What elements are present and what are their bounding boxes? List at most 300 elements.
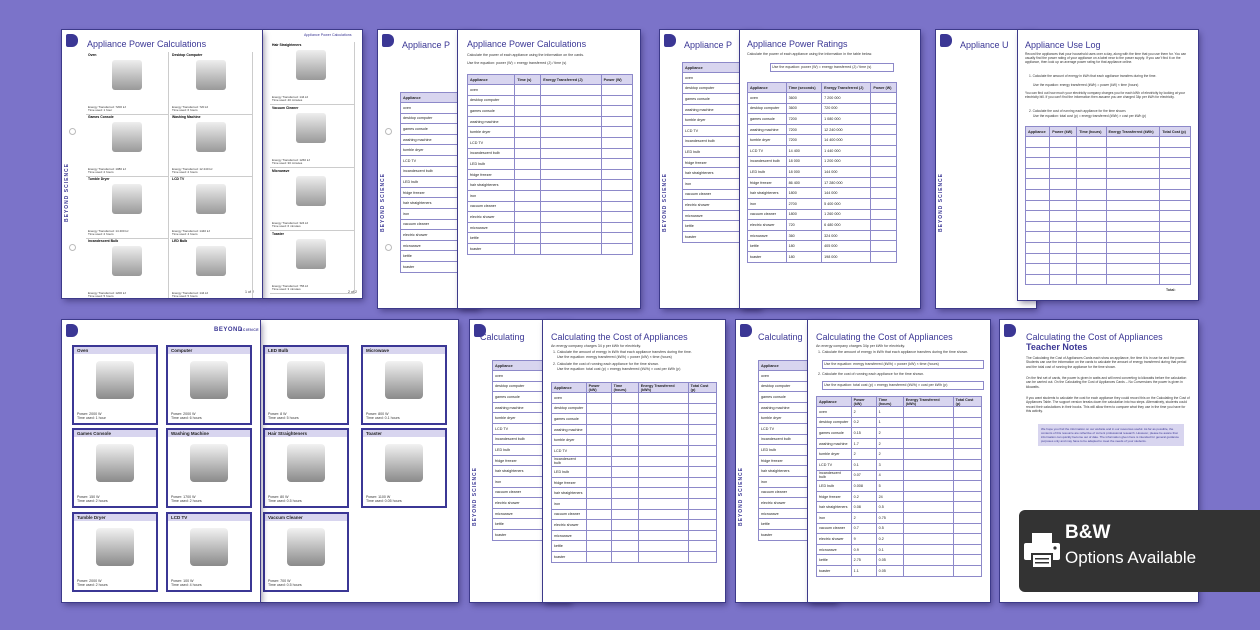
table-row: fridge freezer 86 400 17 280 000 (748, 177, 897, 188)
table-row: iron (468, 190, 633, 201)
sheet-title: Appliance Power Calculations (467, 39, 587, 49)
equation-box: Use the equation: power (W) = energy transferred (J) / time (s) (770, 63, 894, 72)
brand-logo (66, 34, 78, 47)
power-text: Power: 150 W (77, 494, 100, 499)
brand-logo (1004, 324, 1016, 337)
card-values (88, 168, 126, 175)
table-row (1026, 179, 1191, 190)
appliance-image (296, 50, 326, 80)
time-text: Time used: 3 minutes (272, 287, 301, 292)
card-title: Computer (168, 347, 250, 354)
card-title: Games Console (74, 430, 156, 437)
sheet-cost-a (543, 320, 725, 602)
appliance-image (296, 176, 326, 206)
card-values (272, 222, 308, 229)
time-text: Time used: 30 minutes (272, 161, 303, 166)
appliance-image (296, 113, 326, 143)
table-row: fridge freezer 0.2 24 (817, 491, 982, 502)
appliance-image (196, 122, 226, 152)
appliance-image (287, 361, 325, 399)
card-title: Vaccum Cleaner (265, 514, 347, 521)
table-row (1026, 147, 1191, 158)
card-values (172, 230, 210, 237)
sheet-use-log (1018, 30, 1198, 300)
table-row: kettle 180 405 000 (748, 241, 897, 252)
table-row: tumble dryer (468, 127, 633, 138)
appliance-card (166, 512, 252, 592)
table-row: vacuum cleaner (401, 219, 462, 230)
appliance-image (287, 444, 325, 482)
behind-table: Appliance oven desktop computer games console washing machine tumble dryer LCD TV incandescent bulb LED bulb fridge freezer hair straighteners iron vacuum cleaner electric shower microwave kettle toaster (758, 360, 820, 541)
page-number: 2 of 2 (348, 290, 357, 294)
table-row: LCD TV (552, 445, 717, 456)
appliance-image (385, 361, 423, 399)
table-row (1026, 158, 1191, 169)
equation-1: Use the equation: energy transferred (kWh) = power (kW) × time (hours) (557, 355, 672, 359)
step-1: 1. Calculate the amount of energy in kWh that each appliance transfers during the time shown. (818, 350, 969, 354)
time-text: Time used: 5 hours (172, 294, 198, 298)
table-row: desktop computer (552, 403, 717, 414)
table-row: games console (552, 414, 717, 425)
appliance-image (196, 60, 226, 90)
card-title: Vacuum Cleaner (272, 106, 299, 110)
appliance-card (86, 52, 169, 115)
card-values (88, 230, 128, 237)
sheet-power-calc-table (458, 30, 640, 308)
sheet-title: Calculating the Cost of Appliances (551, 332, 688, 342)
appliance-card (263, 428, 349, 508)
table-row: LCD TV 0.1 3 (817, 459, 982, 470)
appliance-image (96, 528, 134, 566)
table-row: incandescent bulb (552, 456, 717, 467)
brand-text: BEYOND SCIENCE (738, 466, 744, 526)
card-values (172, 106, 208, 113)
sheet-title: Appliance Power Ratings (747, 39, 848, 49)
card-values (77, 495, 108, 504)
brand-logo (66, 324, 78, 337)
time-text: Time used: 5 hours (268, 416, 299, 421)
table-row: fridge freezer (552, 477, 717, 488)
table-row: LCD TV (468, 137, 633, 148)
table-row: kettle (401, 251, 462, 262)
card-title: Incandescent Bulb (88, 239, 119, 243)
sheet-power-cards-back (260, 320, 458, 602)
appliance-card (270, 105, 355, 168)
table-row: LED bulb 0.008 5 (817, 481, 982, 492)
brand-text: BEYOND SCIENCE (938, 172, 944, 232)
card-title: Toaster (272, 232, 284, 236)
time-text: Time used: 5 hours (88, 294, 114, 298)
step-2: 2. Calculate the cost of running each appliance for the time shown. (818, 372, 925, 376)
table-row: LED bulb (552, 467, 717, 478)
cost-table-b: Appliance Power (kW) Time (hours) Energy Transferred (kWh) Total Cost (p) oven 2 1 desktop computer 0.2 1 games console 0.15 2 washing machine 1.7 2 tumble dryer 2 2 LCD TV 0.1 3 incandescent bulb 0.07 4 LED bulb 0.008 5 fridge freezer 0.2 24 hair straighteners 0.08 0.5 iron 2 0.75 vacuum cleaner 0.7 0.5 electric shower 9 0.2 microwave 0.9 0.1 kettle 2.75 0.05 toaster 1.1 0.05 (816, 396, 982, 577)
table-row: oven (468, 85, 633, 96)
behind-title: Calculating (758, 332, 803, 342)
step-1: 1. Calculate the amount of energy in kWh that each appliance transfers during the time. (1029, 74, 1157, 78)
table-row: incandescent bulb (468, 148, 633, 159)
sheet-power-calc-cards (62, 30, 262, 298)
table-row: washing machine (552, 424, 717, 435)
printer-icon (1022, 530, 1062, 570)
time-text: Time used: 1 hour (77, 416, 106, 421)
time-text: Time used: 0.5 hours (268, 583, 302, 588)
appliance-card (86, 176, 169, 239)
table-row: microwave (468, 222, 633, 233)
table-row (1026, 232, 1191, 243)
punch-hole (385, 128, 392, 135)
time-text: Time used: 2 hours (77, 583, 108, 588)
card-title: Tumble Dryer (88, 177, 110, 181)
appliance-card (270, 42, 355, 105)
table-row: microwave 360 324 000 (748, 230, 897, 241)
cost-table-a: Appliance Power (kW) Time (hours) Energy Transferred (kWh) Total Cost (p) oven desktop computer games console washing machine tumble dryer LCD TV incandescent bulb LED bulb fridge freezer hair straighteners iron vacuum cleaner electric shower microwave kettle toaster (551, 382, 717, 563)
appliance-card (72, 428, 158, 508)
appliance-card (170, 114, 253, 177)
table-row: electric shower 720 6 480 000 (748, 220, 897, 231)
brand-sub: SCIENCE (240, 328, 260, 332)
card-title: Oven (88, 53, 97, 57)
page-number: 1 of 2 (245, 290, 254, 294)
table-row: games console (468, 106, 633, 117)
card-title: Toaster (363, 430, 445, 437)
brand-text: BEYOND SCIENCE (662, 172, 668, 232)
table-row: toaster (552, 551, 717, 562)
equation-2: Use the equation: total cost (p) = energy transferred (kWh) × cost per kWh (p) (557, 367, 681, 371)
power-text: Power: 2000 W (77, 578, 102, 583)
card-values (77, 579, 108, 588)
time-text: Time used: 6 hours (171, 416, 202, 421)
table-row: oven (552, 393, 717, 404)
card-title: Hair Straighteners (272, 43, 302, 47)
card-title: Desktop Computer (172, 53, 203, 57)
brand-logo (740, 324, 752, 337)
appliance-card (170, 238, 253, 298)
appliance-card (270, 168, 355, 231)
table-row: hair straighteners 1800 144 000 (748, 188, 897, 199)
equation-box: Use the equation: power (W) = energy transferred (J) / time (s) (467, 61, 567, 65)
time-text: Time used: 6 hours (172, 108, 198, 113)
appliance-card (72, 345, 158, 425)
table-row (1026, 189, 1191, 200)
appliance-image (385, 444, 423, 482)
appliance-card (263, 345, 349, 425)
time-text: Time used: 6 minutes (272, 224, 301, 229)
power-text: Power: 2000 W (171, 411, 196, 416)
table-row: iron 2700 5 400 000 (748, 198, 897, 209)
table-row: hair straighteners (401, 198, 462, 209)
step-note: You can find out how much your electricity company charges you for each kWh of electricity by looking at your electricity bill. If you can't find the information then assume you are charged 34p per kWh for electricity. (1025, 91, 1186, 100)
equation-1: Use the equation: energy transferred (kWh) = power (kW) × time (hours) (822, 360, 984, 369)
table-row: vacuum cleaner (552, 509, 717, 520)
appliance-image (96, 361, 134, 399)
step-2: 2. Calculate the cost of running each appliance for the time shown. (1029, 109, 1127, 113)
appliance-image (112, 184, 142, 214)
punch-hole (69, 128, 76, 135)
behind-table: Appliance oven desktop computer games console washing machine tumble dryer LCD TV incandescent bulb LED bulb fridge freezer hair straighteners iron vacuum cleaner electric shower microwave kettle toaster (492, 360, 554, 541)
table-row: incandescent bulb 18 000 1 200 000 (748, 156, 897, 167)
table-row: tumble dryer (552, 435, 717, 446)
energy-text: Energy Transferred: 756 kJ (272, 283, 309, 288)
card-title: Washing Machine (172, 115, 201, 119)
card-title: Tumble Dryer (74, 514, 156, 521)
energy-text: Energy Transferred: 144 kJ (172, 290, 209, 295)
energy-text: Energy Transferred: 7200 kJ (88, 104, 126, 109)
card-values (272, 159, 310, 166)
appliance-card (270, 231, 355, 294)
card-title: LED Bulb (172, 239, 188, 243)
table-row (1026, 200, 1191, 211)
energy-text: Energy Transferred: 1440 kJ (172, 228, 210, 233)
appliance-image (190, 528, 228, 566)
notes-paragraph-2: On the first set of cards, the power is given in watts and will need converting to kilowatts before the calculation can be carried out. On the Calculating the Cost of Appliances Cards – No Conversions the power is given in kilowatts. (1026, 376, 1187, 389)
table-row: kettle 2.75 0.05 (817, 555, 982, 566)
energy-text: Energy Transferred: 324 kJ (272, 220, 309, 225)
appliance-image (112, 122, 142, 152)
energy-text: Energy Transferred: 1200 kJ (88, 290, 126, 295)
table-row: washing machine 1.7 2 (817, 438, 982, 449)
equation-2: Use the equation: total cost (p) = energy transferred (kWh) × cost per kWh (p) (822, 381, 984, 390)
calc-table: Appliance Time (s) Energy Transferred (J) Power (W) oven desktop computer games console washing machine tumble dryer LCD TV incandescent bulb LED bulb fridge freezer hair straighteners iron vacuum cleaner electric shower microwave kettle toaster (467, 74, 633, 255)
card-title: LED Bulb (265, 347, 347, 354)
time-text: Time used: 1 hour (88, 108, 113, 113)
appliance-card (86, 114, 169, 177)
behind-title: Appliance P (402, 40, 451, 50)
time-text: Time used: 2 hours (172, 170, 198, 175)
step-1: 1. Calculate the amount of energy in kWh that each appliance transfers during the time. (553, 350, 692, 354)
card-values (272, 285, 308, 292)
appliance-card (86, 238, 169, 298)
appliance-image (287, 528, 325, 566)
intro-text: Calculate the power of each appliance using the information on the cards. (467, 53, 585, 57)
table-row (1026, 253, 1191, 264)
sheet-title: Appliance Use Log (1025, 40, 1101, 50)
appliance-image (196, 246, 226, 276)
time-text: Time used: 2 hours (171, 499, 202, 504)
card-title: Games Console (88, 115, 114, 119)
appliance-image (112, 246, 142, 276)
time-text: Time used: 40 minutes (272, 98, 303, 103)
use-log-table: Appliance Power (kW) Time (hours) Energy Transferred (kWh) Total Cost (p) (1025, 126, 1191, 285)
card-title: Hair Straighteners (265, 430, 347, 437)
time-text: Time used: 0.1 hours (366, 416, 400, 421)
appliance-card (361, 428, 447, 508)
card-values (268, 412, 299, 421)
table-row: desktop computer (401, 113, 462, 124)
disclaimer-box: We hope you find the information on our website and in our resources useful. As far as possible, the contents of this resource are reflective of current professional research. However, please be aware that information can quickly become out of date. The information given here is intended for general guidance purposes only and may have to be adapted to meet the needs of your students. (1038, 424, 1184, 446)
intro-text: An energy company charges 34 p per kWh for electricity. (551, 344, 642, 348)
card-values (366, 495, 402, 504)
time-text: Time used: 4 hours (171, 583, 202, 588)
table-row: games console (401, 124, 462, 135)
table-row: vacuum cleaner 1800 1 260 000 (748, 209, 897, 220)
intro-text: Calculate the power of each appliance using the information in the table below. (747, 52, 873, 56)
card-title: Oven (74, 347, 156, 354)
behind-title: Appliance U (960, 40, 1009, 50)
brand-text: BEYOND SCIENCE (472, 466, 478, 526)
bw-options-badge (1019, 510, 1260, 592)
table-row: incandescent bulb (401, 166, 462, 177)
notes-paragraph-3: If you want students to calculate the cost for each appliance they could record this on the Calculating the Cost of Appliances Table. The support version breaks down the calculation into two steps. Alternatively, students could record their calculations in their books. This will allow them to compare what they use in the time you have for this activity. (1026, 396, 1190, 413)
time-text: Time used: 0.05 hours (366, 499, 402, 504)
power-text: Power: 2000 W (77, 411, 102, 416)
card-values (268, 495, 302, 504)
card-values (77, 412, 106, 421)
appliance-image (190, 361, 228, 399)
sheet-title: Appliance Power Calculations (87, 39, 207, 49)
total-label: Total: (1166, 288, 1176, 292)
behind-table: Appliance oven desktop computer games console washing machine tumble dryer LCD TV incandescent bulb LED bulb fridge freezer hair straighteners iron vacuum cleaner electric shower microwave kettle toaster (682, 62, 744, 243)
card-title: Microwave (272, 169, 290, 173)
sheet-power-calc-cards-back (262, 30, 362, 298)
time-text: Time used: 2 hours (88, 170, 114, 175)
punch-hole (69, 244, 76, 251)
ratings-table: Appliance Time (seconds) Energy Transferred (J) Power (W) oven 3600 7 200 000 desktop computer 3600 720 000 games console 7200 1 080 000 washing machine 7200 12 240 000 tumble dryer 7200 14 400 000 LCD TV 14 400 1 440 000 incandescent bulb 18 000 1 200 000 LED bulb 18 000 144 000 fridge freezer 86 400 17 280 000 hair straighteners 1800 144 000 iron 2700 5 400 000 vacuum cleaner 1800 1 260 000 electric shower 720 6 480 000 microwave 360 324 000 kettle 180 405 000 toaster 180 198 000 (747, 82, 897, 263)
behind-table: Appliance oven desktop computer games console washing machine tumble dryer LCD TV incandescent bulb LED bulb fridge freezer hair straighteners iron vacuum cleaner electric shower microwave kettle toaster (400, 92, 462, 273)
sheet-power-cards (62, 320, 260, 602)
energy-text: Energy Transferred: 1080 kJ (88, 166, 126, 171)
appliance-image (112, 60, 142, 90)
badge-title: B&W (1065, 522, 1111, 543)
card-values (172, 168, 212, 175)
table-row: oven (401, 103, 462, 114)
table-row: desktop computer 0.2 1 (817, 417, 982, 428)
table-row: microwave 0.9 0.1 (817, 544, 982, 555)
card-values (171, 495, 202, 504)
table-row: vacuum cleaner (468, 201, 633, 212)
table-row: LCD TV (401, 155, 462, 166)
energy-text: Energy Transferred: 144 kJ (272, 94, 309, 99)
table-row: oven 2 1 (817, 407, 982, 418)
appliance-image (296, 239, 326, 269)
table-row: electric shower (401, 230, 462, 241)
table-row: games console 7200 1 080 000 (748, 114, 897, 125)
table-row: iron (552, 498, 717, 509)
table-row (1026, 264, 1191, 275)
table-row: LED bulb (401, 177, 462, 188)
appliance-image (190, 444, 228, 482)
table-row: games console 0.15 2 (817, 428, 982, 439)
table-row: fridge freezer (401, 187, 462, 198)
brand-logo (940, 34, 952, 47)
table-row: vacuum cleaner 0.7 0.5 (817, 523, 982, 534)
table-row: microwave (401, 240, 462, 251)
power-text: Power: 1100 W (366, 494, 391, 499)
appliance-card (166, 428, 252, 508)
brand-logo (664, 34, 676, 47)
table-row: iron 2 0.75 (817, 512, 982, 523)
appliance-card (170, 52, 253, 115)
intro-text: An energy company charges 34p per kWh for electricity. (816, 344, 906, 348)
card-values (88, 292, 126, 298)
energy-text: Energy Transferred: 12 240 kJ (172, 166, 213, 171)
table-row (1026, 137, 1191, 148)
card-title: LCD TV (168, 514, 250, 521)
table-row: toaster 1.1 0.05 (817, 565, 982, 576)
energy-text: Energy Transferred: 1260 kJ (272, 157, 310, 162)
table-row: tumble dryer 7200 14 400 000 (748, 135, 897, 146)
time-text: Time used: 0.5 hours (268, 499, 302, 504)
punch-hole (385, 244, 392, 251)
power-text: Power: 80 W (268, 494, 289, 499)
brand-text: BEYOND (214, 327, 243, 333)
card-values (171, 579, 202, 588)
brand-text: BEYOND SCIENCE (64, 162, 70, 222)
table-row: electric shower (468, 212, 633, 223)
behind-title: Appliance P (684, 40, 733, 50)
card-values (171, 412, 202, 421)
table-row: fridge freezer (468, 169, 633, 180)
time-text: Time used: 2 hours (77, 499, 108, 504)
table-row: kettle (468, 233, 633, 244)
table-row: desktop computer (468, 95, 633, 106)
power-text: Power: 8 W (268, 411, 287, 416)
brand-logo (382, 34, 394, 47)
sheet-cost-b (808, 320, 990, 602)
table-row: toaster (468, 243, 633, 254)
time-text: Time used: 4 hours (172, 232, 198, 237)
table-row (1026, 168, 1191, 179)
table-row (1026, 274, 1191, 285)
step-2: 2. Calculate the cost of running each appliance for the time shown. (553, 362, 660, 366)
table-row (1026, 221, 1191, 232)
power-text: Power: 700 W (268, 578, 291, 583)
card-values (272, 96, 308, 103)
card-values (172, 292, 208, 298)
table-row: washing machine 7200 12 240 000 (748, 124, 897, 135)
card-values (366, 412, 400, 421)
table-row: electric shower (552, 520, 717, 531)
intro-text: Record the appliances that your household uses over a day, along with the time that you use them for. You can usually find the power rating of your appliance on a label near to the power supply. If you can't find it on the appliance, then look up an average power rating for that appliance online. (1025, 52, 1187, 65)
card-values (268, 579, 302, 588)
table-row: microwave (552, 530, 717, 541)
sheet-header: Appliance Power Calculations (304, 33, 352, 37)
sheet-power-ratings (740, 30, 920, 308)
appliance-card (170, 176, 253, 239)
equation-2: Use the equation: total cost (p) = energy transferred (kWh) × cost per kWh (p) (1033, 114, 1147, 118)
table-row: toaster (401, 261, 462, 272)
notes-paragraph-1: The Calculating the Cost of Appliances Cards each show an appliance, the time it is in use for and the power. Students can use the information on the cards to calculate the amount of energy transferred during that period and the total cost of running the appliance for the time shown. (1026, 356, 1187, 369)
appliance-image (196, 184, 226, 214)
sheet-title: Calculating the Cost of Appliances (1026, 332, 1163, 342)
brand-text: BEYOND SCIENCE (380, 172, 386, 232)
equation-1: Use the equation: energy transferred (kWh) = power (kW) × time (hours) (1033, 83, 1139, 87)
table-row: hair straighteners 0.08 0.5 (817, 502, 982, 513)
table-row: toaster 180 198 000 (748, 251, 897, 262)
behind-title: Calculating (480, 332, 525, 342)
appliance-card (361, 345, 447, 425)
power-text: Power: 100 W (171, 578, 194, 583)
table-row: kettle (552, 541, 717, 552)
energy-text: Energy Transferred: 14 400 kJ (88, 228, 129, 233)
card-title: LCD TV (172, 177, 185, 181)
energy-text: Energy Transferred: 720 kJ (172, 104, 209, 109)
table-row: tumble dryer (401, 145, 462, 156)
sheet-title: Calculating the Cost of Appliances (816, 332, 953, 342)
table-row: LCD TV 14 400 1 440 000 (748, 145, 897, 156)
table-row: desktop computer 3600 720 000 (748, 103, 897, 114)
appliance-card (263, 512, 349, 592)
table-row: oven 3600 7 200 000 (748, 93, 897, 104)
table-row: hair straighteners (468, 180, 633, 191)
table-row: LED bulb 18 000 144 000 (748, 167, 897, 178)
table-row: tumble dryer 2 2 (817, 449, 982, 460)
table-row: incandescent bulb 0.07 4 (817, 470, 982, 481)
table-row: LED bulb (468, 159, 633, 170)
table-row (1026, 242, 1191, 253)
appliance-image (96, 444, 134, 482)
appliance-card (166, 345, 252, 425)
card-title: Microwave (363, 347, 445, 354)
